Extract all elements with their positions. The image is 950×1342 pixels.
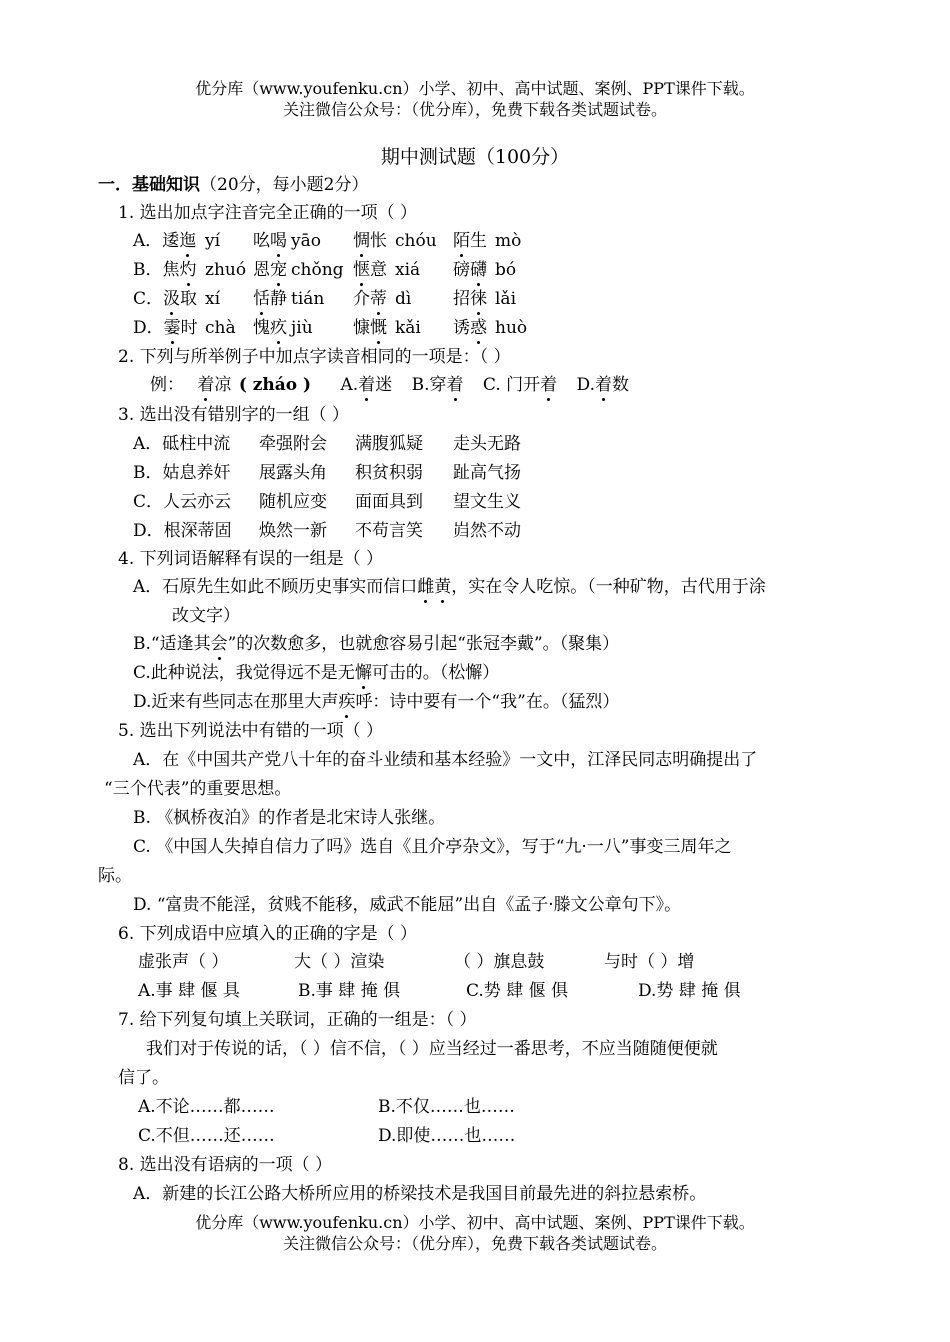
q6-option: B.事 肆 掩 俱 <box>298 981 401 1001</box>
question-2-stem: 2. 下列与所举例子中加点字读音相同的一项是：（ ） <box>118 347 511 367</box>
question-1-stem: 1. 选出加点字注音完全正确的一项（ ） <box>118 203 418 223</box>
page-title: 期中测试题（100分） <box>380 146 570 168</box>
header-line-2: 关注微信公众号：（优分库），免费下载各类试题试卷。 <box>282 100 667 119</box>
q3-phrase: 不苟言笑 <box>355 521 423 541</box>
q1-word: 陌生 <box>453 231 487 251</box>
q1-word: 慷慨 <box>353 318 387 338</box>
q6-blank: （ ）旗息鼓 <box>454 952 545 972</box>
q1-word: 吆喝 <box>253 231 287 251</box>
q6-blank: 与时（ ）增 <box>604 952 695 972</box>
q7-option: B.不仅……也…… <box>378 1097 515 1117</box>
q1-word: 惬意 <box>353 260 387 280</box>
q1-pinyin: yí <box>205 231 221 251</box>
q1-word: 诱惑 <box>453 318 487 338</box>
q1-word: A．逶迤 <box>133 231 197 251</box>
q8-option-a: A．新建的长江公路大桥所应用的桥梁技术是我国目前最先进的斜拉悬索桥。 <box>133 1184 707 1204</box>
q4-option-a-line2: 改文字） <box>172 606 240 626</box>
q3-phrase: 望文生义 <box>453 492 521 512</box>
q1-pinyin: yāo <box>291 231 321 251</box>
q1-word: C．汲取 <box>133 289 198 309</box>
q3-phrase: B．姑息养奸 <box>133 463 231 483</box>
q5-option-b: B. 《枫桥夜泊》的作者是北宋诗人张继。 <box>133 808 446 828</box>
q6-option: C.势 肆 偃 俱 <box>466 981 569 1001</box>
q3-phrase: A．砥柱中流 <box>133 434 231 454</box>
q6-blank: 大（ ）渲染 <box>294 952 385 972</box>
q3-phrase: C．人云亦云 <box>133 492 232 512</box>
q7-option: C.不但……还…… <box>138 1126 275 1146</box>
q3-phrase: 随机应变 <box>259 492 327 512</box>
q1-word: 恬静 <box>253 289 287 309</box>
q7-sentence-line1: 我们对于传说的话，（ ）信不信，（ ）应当经过一番思考，不应当随随便便就 <box>146 1039 718 1059</box>
q1-pinyin: mò <box>495 231 522 251</box>
question-7-stem: 7. 给下列复句填上关联词，正确的一组是：（ ） <box>118 1010 477 1030</box>
q4-option-b: B.“适逢其会”的次数愈多，也就愈容易引起“张冠李戴”。（聚集） <box>133 634 620 654</box>
q1-pinyin: lǎi <box>495 289 517 309</box>
q5-option-a-line1: A．在《中国共产党八十年的奋斗业绩和基本经验》一文中，江泽民同志明确提出了 <box>133 750 758 770</box>
question-4-stem: 4. 下列词语解释有误的一组是（ ） <box>118 549 384 569</box>
q1-word: B．焦灼 <box>133 260 197 280</box>
q1-pinyin: huò <box>495 318 528 338</box>
q7-option: D.即使……也…… <box>378 1126 516 1146</box>
q1-word: 愧疚 <box>253 318 287 338</box>
q4-option-d: D.近来有些同志在那里大声疾呼：诗中要有一个“我”在。（猛烈） <box>133 692 620 712</box>
q6-blank: 虚张声（ ） <box>138 952 229 972</box>
q3-phrase: D．根深蒂固 <box>133 521 232 541</box>
q7-sentence-line2: 信了。 <box>118 1068 169 1088</box>
q3-phrase: 岿然不动 <box>453 521 521 541</box>
q1-pinyin: tián <box>291 289 325 309</box>
q2-example-pinyin: ( zháo ) <box>238 375 312 395</box>
footer-line-1: 优分库（www.youfenku.cn）小学、初中、高中试题、案例、PPT课件下载。 <box>195 1213 755 1232</box>
q6-option: D.势 肆 掩 俱 <box>638 981 741 1001</box>
q5-option-d: D. “富贵不能淫，贫贱不能移，威武不能屈”出自《孟子·滕文公章句下》。 <box>133 895 682 915</box>
q3-phrase: 面面具到 <box>355 492 423 512</box>
q3-phrase: 焕然一新 <box>259 521 327 541</box>
q1-pinyin: dì <box>395 289 412 309</box>
section-title: 一．基础知识 <box>98 175 200 195</box>
q1-word: 招徕 <box>453 289 487 309</box>
q3-phrase: 趾高气扬 <box>453 463 521 483</box>
question-2-example: 例： 着凉 ( zháo ) A.着迷 B.穿着 C. 门开着 D.着数 <box>150 375 629 395</box>
q1-pinyin: chóu <box>395 231 437 251</box>
q4-option-c: C.此种说法，我觉得远不是无懈可击的。（松懈） <box>133 663 500 683</box>
q2-example-label: 例： <box>150 375 184 395</box>
q4-option-a-line1: A．石原先生如此不顾历史事实而信口雌黄，实在令人吃惊。（一种矿物，古代用于涂 <box>133 577 766 597</box>
q1-pinyin: zhuó <box>205 260 247 280</box>
q1-pinyin: chà <box>205 318 236 338</box>
q3-phrase: 牵强附会 <box>259 434 327 454</box>
q7-option: A.不论……都…… <box>138 1097 275 1117</box>
q3-phrase: 展露头角 <box>259 463 327 483</box>
q5-option-c-line1: C. 《中国人失掉自信力了吗》选自《且介亭杂文》，写于“九·一八”事变三周年之 <box>133 837 732 857</box>
question-6-stem: 6. 下列成语中应填入的正确的字是（ ） <box>118 924 418 944</box>
q1-pinyin: xí <box>205 289 221 309</box>
question-3-stem: 3. 选出没有错别字的一组（ ） <box>118 405 350 425</box>
q3-phrase: 满腹狐疑 <box>355 434 423 454</box>
q1-pinyin: jiù <box>291 318 313 338</box>
q1-word: 磅礴 <box>453 260 487 280</box>
q1-word: D．霎时 <box>133 318 198 338</box>
q5-option-a-line2: “三个代表”的重要思想。 <box>104 779 292 799</box>
q1-pinyin: chǒng <box>291 260 344 280</box>
q1-word: 恩宠 <box>253 260 287 280</box>
q1-word: 惆怅 <box>353 231 387 251</box>
q1-pinyin: xiá <box>395 260 421 280</box>
q1-word: 介蒂 <box>353 289 387 309</box>
question-8-stem: 8. 选出没有语病的一项（ ） <box>118 1155 333 1175</box>
footer-line-2: 关注微信公众号：（优分库），免费下载各类试题试卷。 <box>282 1234 667 1253</box>
q1-pinyin: bó <box>495 260 517 280</box>
q3-phrase: 走头无路 <box>453 434 521 454</box>
question-5-stem: 5. 选出下列说法中有错的一项（ ） <box>118 721 384 741</box>
header-line-1: 优分库（www.youfenku.cn）小学、初中、高中试题、案例、PPT课件下载。 <box>195 79 755 98</box>
q6-option: A.事 肆 偃 具 <box>138 981 240 1001</box>
section-heading <box>98 173 368 197</box>
q3-phrase: 积贫积弱 <box>355 463 423 483</box>
q5-option-c-line2: 际。 <box>98 866 132 886</box>
section-note: （20分，每小题2分） <box>200 175 369 195</box>
q1-pinyin: kǎi <box>395 318 421 338</box>
